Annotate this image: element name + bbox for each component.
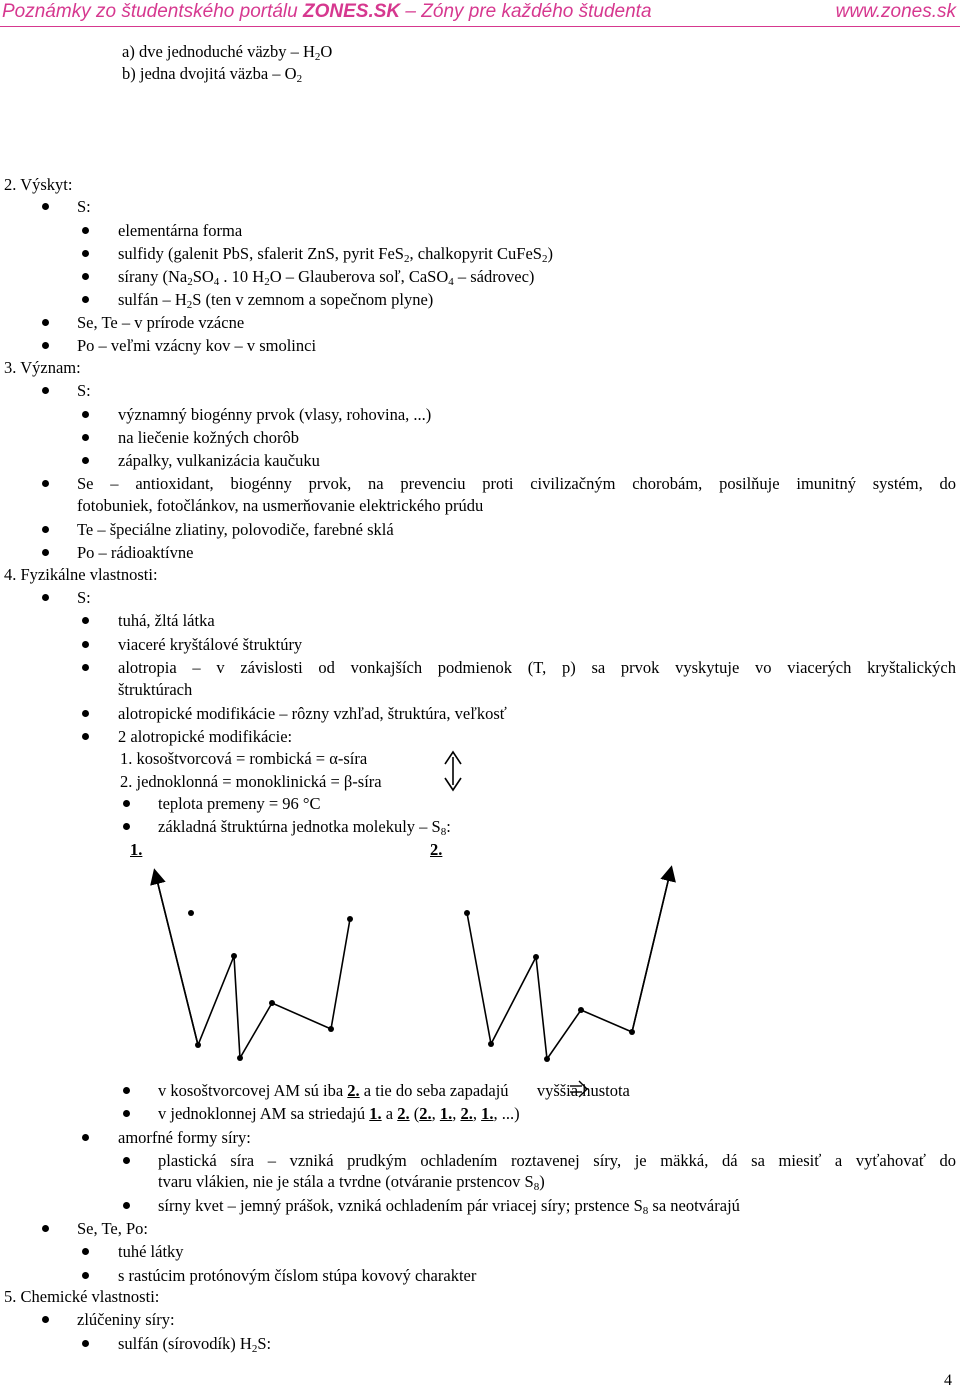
list-item: tuhé látky: [118, 1242, 184, 1261]
list-item: s rastúcim protónovým číslom stúpa kovový charakter: [118, 1266, 477, 1285]
list-item: v kosoštvorcovej AM sú iba 2. a tie do seba zapadajú vyššia hustota: [158, 1081, 630, 1100]
list-item: alotropické modifikácie – rôzny vzhľad, štruktúra, veľkosť: [118, 704, 507, 723]
header-title: Poznámky zo študentského portálu ZONES.SK – Zóny pre každého študenta: [2, 1, 652, 22]
list-item: základná štruktúrna jednotka molekuly – $S_8$:: [158, 817, 451, 838]
crown-atoms: [153, 873, 353, 1061]
list-item: sulfán (sírovodík) $H_2S$:: [118, 1334, 272, 1355]
list-item: Po – rádioaktívne: [77, 543, 194, 562]
header-brand: ZONES.SK: [303, 1, 401, 22]
list-item-continuation: štruktúrach: [118, 680, 193, 699]
bullet: [123, 1202, 130, 1209]
list-item-continuation: tvaru vlákien, nie je stála a tvrdne (otváranie prstencov $S_8$): [158, 1172, 545, 1193]
section-5-title: 5. Chemické vlastnosti:: [4, 1287, 160, 1306]
list-item: plastická síra – vzniká prudkým ochladením roztavenej síry, je mäkká, dá sa miesiť a vyťahovať do: [158, 1151, 956, 1170]
list-item: amorfné formy síry:: [118, 1128, 251, 1147]
list-item: teplota premeny = 96 °C: [158, 794, 321, 813]
diagram-label-1: 1.: [130, 840, 143, 859]
list-item: na liečenie kožných chorôb: [118, 428, 299, 447]
bullet: [82, 1340, 89, 1347]
crown-structure: [156, 876, 350, 1058]
list-item: v jednoklonnej AM sa striedajú 1. a 2. (2., 1., 2., 1., ...): [158, 1104, 520, 1123]
list-item: S:: [77, 197, 91, 216]
list-item: elementárna forma: [118, 221, 243, 240]
list-item: tuhá, žltá látka: [118, 611, 215, 630]
list-item: zlúčeniny síry:: [77, 1310, 175, 1329]
list-item: významný biogénny prvok (vlasy, rohovina, ...): [118, 405, 432, 424]
list-item: 2 alotropické modifikácie:: [118, 727, 293, 746]
list-item: 1. kosoštvorcová = rombická = α-síra: [120, 749, 368, 768]
zigzag-structure: [467, 873, 670, 1059]
up-down-arrow-icon: [445, 752, 461, 790]
bullet: [123, 1157, 130, 1164]
list-item: viaceré kryštálové štruktúry: [118, 635, 303, 654]
diagram-label-2: 2.: [430, 840, 443, 859]
list-item: sulfidy (galenit PbS, sfalerit ZnS, pyrit FeS$_2$, chalkopyrit CuFeS$_2$): [118, 244, 553, 265]
list-item: zápalky, vulkanizácia kaučuku: [118, 451, 320, 470]
list-item: S:: [77, 381, 91, 400]
list-item: Se – antioxidant, biogénny prvok, na prevenciu proti civilizačným chorobám, posilňuje imunitný systém, do: [77, 474, 956, 493]
list-item: 2. jednoklonná = monoklinická = β-síra: [120, 772, 382, 791]
list-item: sírany ($Na_2SO_4$ . 10 $H_2O$ – Glauberova soľ, CaSO$_4$ – sádrovec): [118, 267, 535, 288]
list-item-continuation: fotobuniek, fotočlánkov, na usmerňovanie elektrického prúdu: [77, 496, 484, 515]
bullet: [42, 1225, 49, 1232]
bond-b: b) jedna dvojitá väzba – $O_2$: [122, 64, 303, 85]
page-number: 4: [944, 1372, 952, 1389]
section-2-title: 2. Výskyt:: [4, 175, 73, 194]
bullet: [82, 1134, 89, 1141]
list-item: alotropia – v závislosti od vonkajších podmienok (T, p) sa prvok vyskytuje vo viacerých kryštalických: [118, 658, 956, 677]
bullet: [82, 1272, 89, 1279]
section-4-title: 4. Fyzikálne vlastnosti:: [4, 565, 158, 584]
zigzag-atoms: [464, 870, 673, 1062]
list-item: Te – špeciálne zliatiny, polovodiče, farebné sklá: [77, 520, 394, 539]
list-item: Se, Te, Po:: [77, 1219, 148, 1238]
bullet: [42, 1316, 49, 1323]
section-3-title: 3. Význam:: [4, 358, 81, 377]
list-item: S:: [77, 588, 91, 607]
bullet: [123, 1110, 130, 1117]
bullet: [82, 1248, 89, 1255]
list-item: sulfán – $H_2S$ (ten v zemnom a sopečnom plyne): [118, 290, 434, 311]
list-item: sírny kvet – jemný prášok, vzniká ochladením pár vriacej síry; prstence $S_8$ sa neotvárajú: [158, 1196, 740, 1217]
list-item: Po – veľmi vzácny kov – v smolinci: [77, 336, 317, 355]
bond-a: a) dve jednoduché väzby – $H_2O$: [122, 42, 333, 63]
header-url: www.zones.sk: [835, 1, 956, 22]
list-item: Se, Te – v prírode vzácne: [77, 313, 245, 332]
bullet: [123, 1087, 130, 1094]
